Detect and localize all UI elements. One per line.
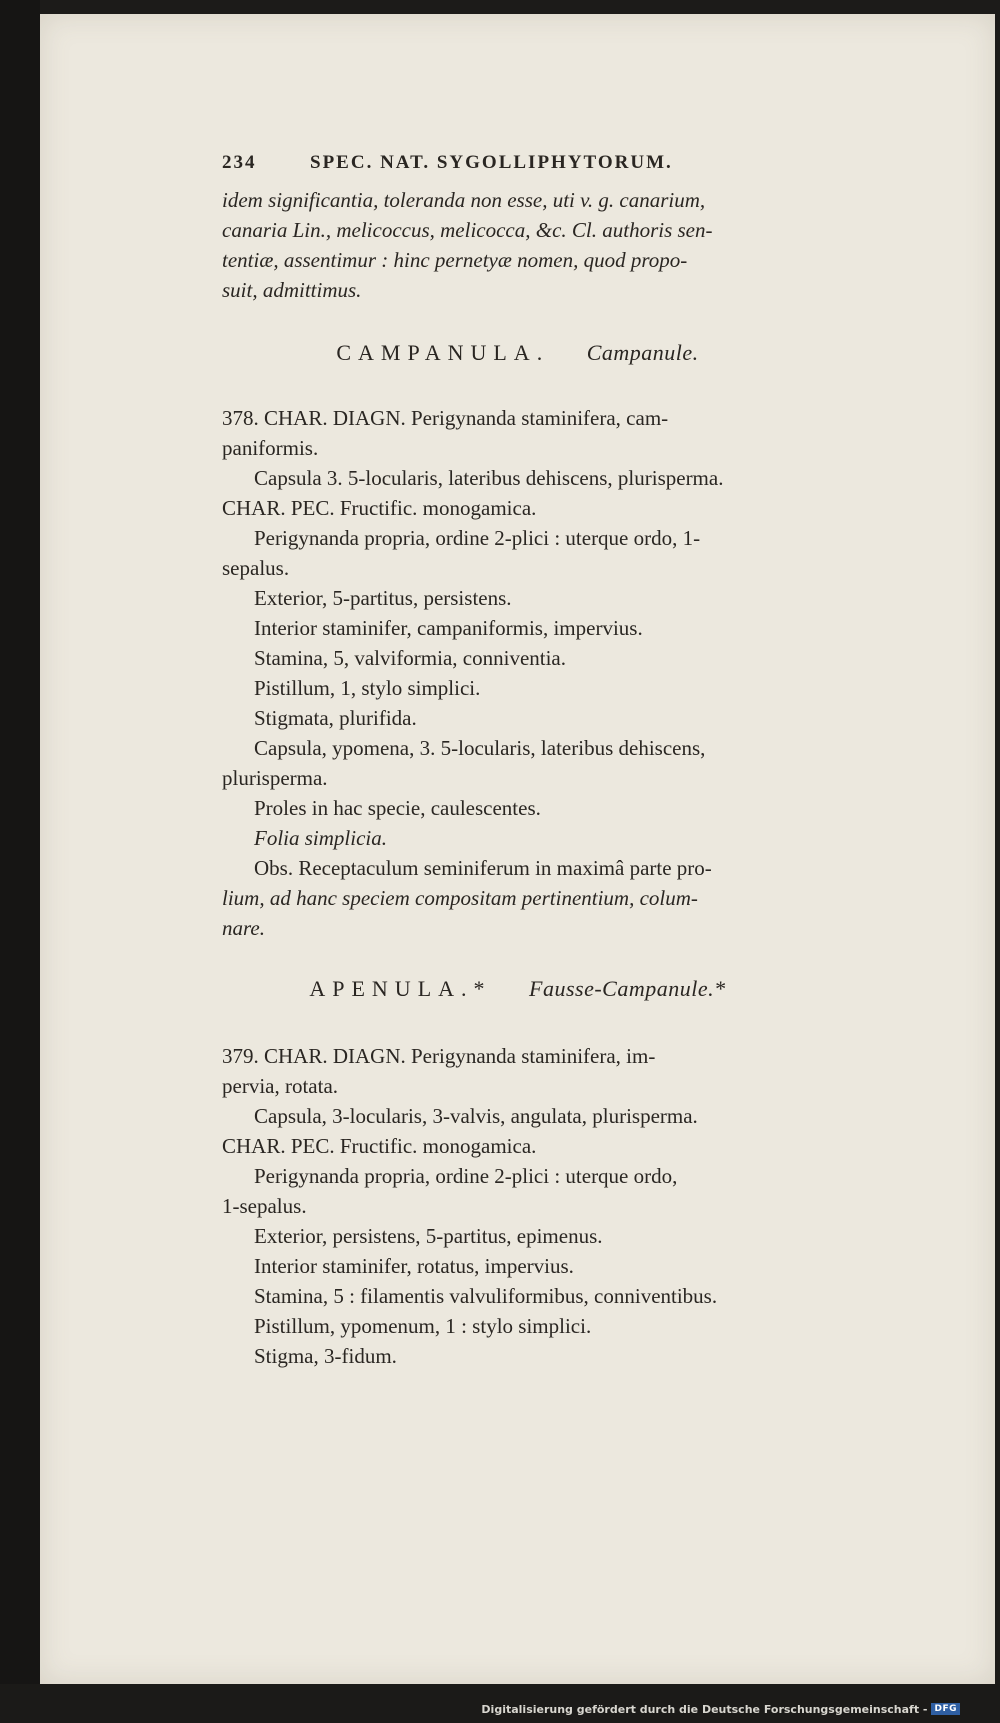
text-line: Interior staminifer, rotatus, impervius. [254,1254,574,1278]
text-line: idem significantia, toleranda non esse, uti v. g. canarium, [222,188,706,212]
scan-left-edge [0,0,40,1723]
text-line: Capsula 3. 5-locularis, lateribus dehiscens, plurisperma. [254,466,724,490]
text-line: Folia simplicia. [254,826,387,850]
text-line: 1-sepalus. [222,1194,307,1218]
text-line: sepalus. [222,556,290,580]
dfg-logo: DFG [931,1703,960,1715]
page-header [222,152,673,174]
text-line: 379. CHAR. DIAGN. Perigynanda staminifera, im- [222,1044,656,1068]
credit-text: Digitalisierung gefördert durch die Deutsche Forschungsgemeinschaft - [481,1702,928,1716]
page-number: 234 [222,152,257,173]
text-line: plurisperma. [222,766,328,790]
genus-name: APENULA.* [309,976,492,1001]
text-line: Interior staminifer, campaniformis, impervius. [254,616,643,640]
text-line: canaria Lin., melicoccus, melicocca, &c. Cl. authoris sen- [222,218,713,242]
text-line: nare. [222,916,265,940]
digitization-credit [481,1700,960,1718]
text-line: paniformis. [222,436,319,460]
text-line: pervia, rotata. [222,1074,339,1098]
text-line: Exterior, 5-partitus, persistens. [254,586,512,610]
text-line: Stigmata, plurifida. [254,706,417,730]
text-line: tentiæ, assentimur : hinc pernetyæ nomen, quod propo- [222,248,688,272]
section-heading-campanula [40,340,995,366]
text-line: Pistillum, 1, stylo simplici. [254,676,481,700]
text-line: suit, admittimus. [222,278,362,302]
text-line: Stamina, 5 : filamentis valvuliformibus, conniventibus. [254,1284,718,1308]
french-name: Fausse-Campanule.* [529,976,726,1001]
text-line: 378. CHAR. DIAGN. Perigynanda staminifera, cam- [222,406,669,430]
text-line: Exterior, persistens, 5-partitus, epimenus. [254,1224,603,1248]
text-line: CHAR. PEC. Fructific. monogamica. [222,1134,537,1158]
text-line: Perigynanda propria, ordine 2-plici : uterque ordo, 1- [254,526,701,550]
text-line: Stigma, 3-fidum. [254,1344,397,1368]
running-title: SPEC. NAT. SYGOLLIPHYTORUM. [310,152,673,173]
text-line: Stamina, 5, valviformia, conniventia. [254,646,567,670]
text-line: Proles in hac specie, caulescentes. [254,796,541,820]
text-line: Perigynanda propria, ordine 2-plici : uterque ordo, [254,1164,678,1188]
french-name: Campanule. [586,340,699,365]
text-line: lium, ad hanc speciem compositam pertinentium, colum- [222,886,698,910]
section-heading-apenula [40,976,995,1002]
text-line: Pistillum, ypomenum, 1 : stylo simplici. [254,1314,592,1338]
text-line: Obs. Receptaculum seminiferum in maximâ parte pro- [254,856,712,880]
text-line: CHAR. PEC. Fructific. monogamica. [222,496,537,520]
genus-name: CAMPANULA. [336,340,550,365]
text-line: Capsula, ypomena, 3. 5-locularis, lateribus dehiscens, [254,736,706,760]
text-line: Capsula, 3-locularis, 3-valvis, angulata, plurisperma. [254,1104,698,1128]
